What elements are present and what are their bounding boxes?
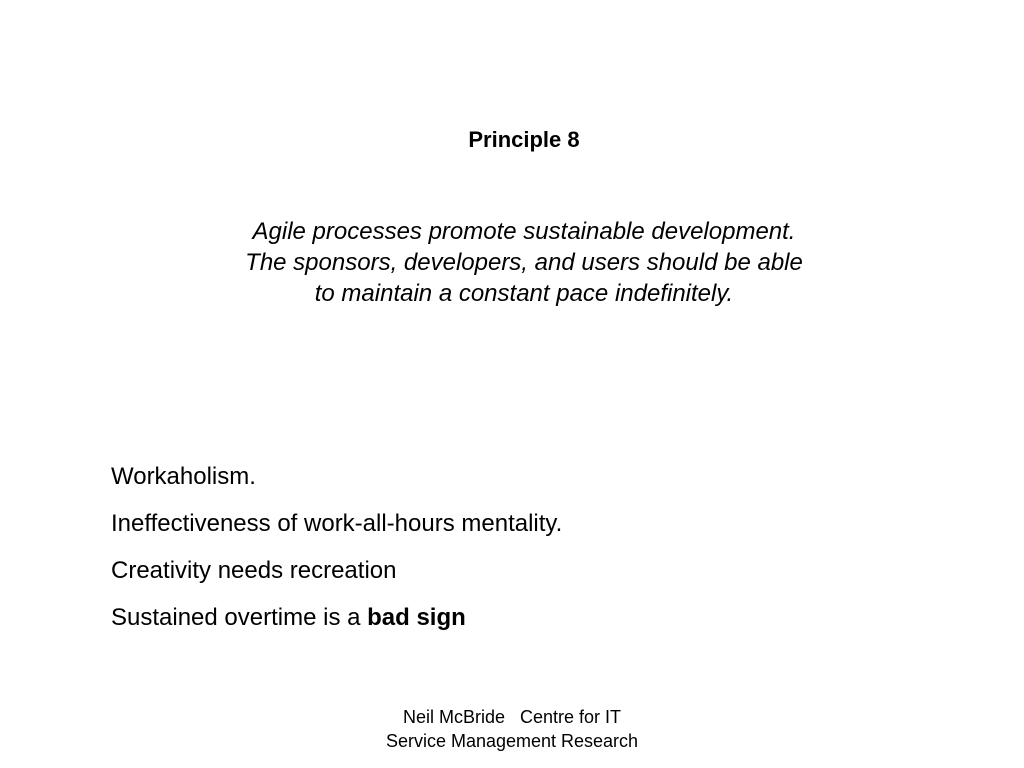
principle-quote — [0, 216, 1024, 309]
footer — [0, 705, 1024, 753]
bullet-emphasis: bad sign — [367, 604, 466, 631]
quote-line: to maintain a constant pace indefinitely. — [314, 280, 734, 307]
bullet-item: Ineffectiveness of work-all-hours mentality. — [111, 510, 563, 537]
bullet-item: Workaholism. — [111, 463, 256, 490]
bullet-item: Creativity needs recreation — [111, 557, 397, 584]
bullet-text: Sustained overtime is a — [111, 604, 368, 631]
bullet-list — [111, 461, 911, 649]
footer-line: Neil McBride Centre for IT — [402, 707, 622, 727]
quote-line: Agile processes promote sustainable development. — [252, 218, 796, 245]
slide-title: Principle 8 — [468, 127, 580, 152]
quote-line: The sponsors, developers, and users should be able — [245, 249, 803, 276]
bullet-item — [111, 602, 911, 634]
footer-line: Service Management Research — [385, 731, 639, 751]
